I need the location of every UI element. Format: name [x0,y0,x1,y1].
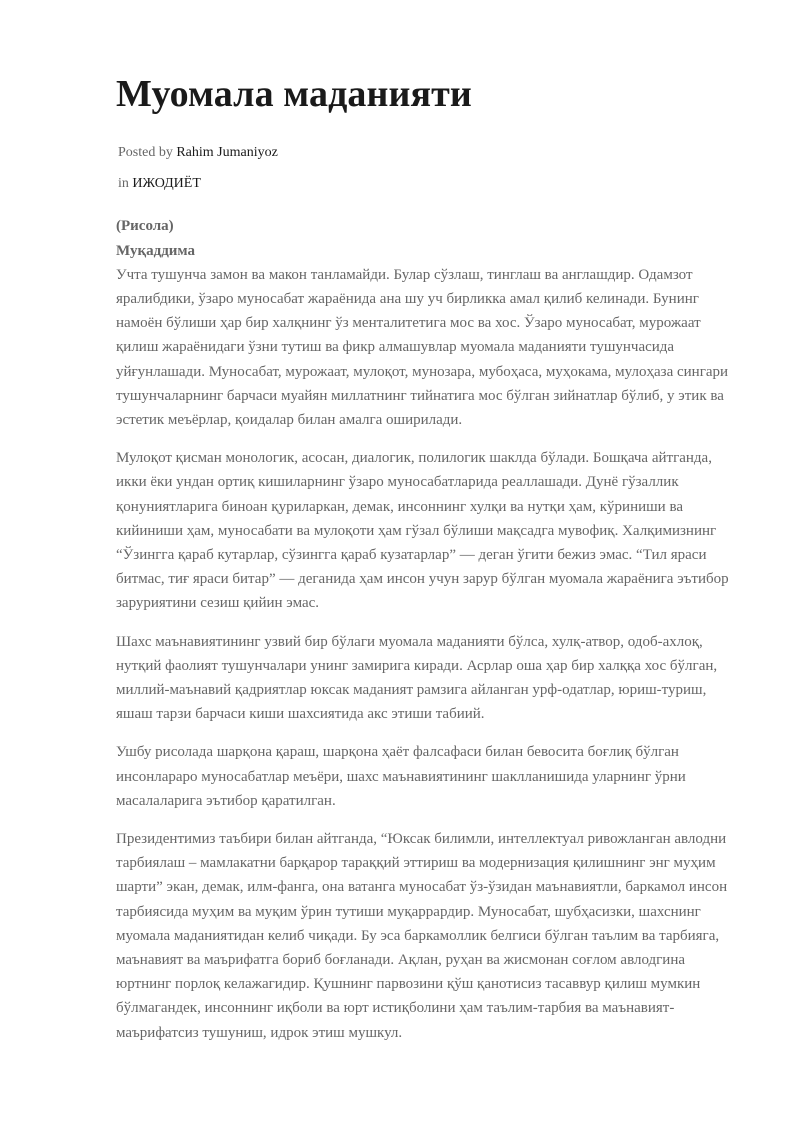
article-body [116,214,741,1045]
paragraph-5: Президентимиз таъбири билан айтганда, “Юксак билимли, интеллектуал ривожланган авлодни тарбиялаш – мамлакатни барқарор тараққий эттириш ва модернизация қилишнинг энг муҳим шарти” экан, демак, илм-фанга, она ватанга муносабат ўз-ўзидан маънавиятли, баркамол инсон тарбиясида муҳим ва муқим ўрин тутиши муқаррардир. Муносабат, шубҳасизки, шахснинг муомала маданиятидан келиб чиқади. Бу эса баркамоллик белгиси бўлган таълим ва тарбияга, маънавият ва маърифатга бориб боғланади. Ақлан, руҳан ва жисмонан соғлом авлодгина юртнинг порлоқ келажагидир. Қушнинг парвозини қўш қанотисиз тасаввур қилиш мумкин бўлмагандек, инсоннинг иқболи ва юрт истиқболини ҳам таълим-тарбия ва маънавият-маърифатсиз тушуниш, идрок этиш мушкул. [116,831,728,1041]
category-line [116,175,741,194]
paragraph-1: Учта тушунча замон ва макон танламайди. Булар сўзлаш, тинглаш ва англашдир. Одамзот яралибдики, ўзаро муносабат жараёнида ана шу уч бирликка амал қилиб келинади. Бунинг намоён бўлиши ҳар бир халқнинг ўз менталитетига мос ва хос. Ўзаро муносабат, мурожаат қилиш жараёнидаги ўзни тутиш ва фикр алмашувлар муомала маданияти тушунчасида уйғунлашади. Муносабат, мурожаат, мулоқот, мунозара, мубоҳаса, муҳокама, мулоҳаза сингари тушунчаларнинг барчаси муайян миллатнинг тийнатига мос бўлган зийнатлар бўлиб, у этик ва эстетик меъёрлар, қоидалар билан амалга оширилади. [116,266,729,428]
article-subtitle: (Рисола) [116,218,174,235]
author-byline [116,144,741,163]
article [116,72,741,1059]
paragraph-4: Ушбу рисолада шарқона қараш, шарқона ҳаёт фалсафаси билан бевосита боғлиқ бўлган инсонлараро муносабатлар меъёри, шахс маънавиятининг шаклланишида уларнинг ўрни масалаларига эътибор қаратилган. [116,744,686,809]
in-label: in [118,176,129,192]
section-heading: Муқаддима [116,242,196,259]
author-link[interactable]: Rahim Jumaniyoz [176,144,278,160]
paragraph-2: Мулоқот қисман монологик, асосан, диалогик, полилогик шаклда бўлади. Бошқача айтганда, икки ёки ундан ортиқ кишиларнинг ўзаро муносабатларида реаллашади. Дунё гўзаллик қонуниятларига биноан қуриларкан, демак, инсоннинг хулқи ва нутқи ҳам, кўриниши ва кийиниши ҳам, муносабати ва мулоқоти ҳам гўзал бўлиши мақсадга мувофиқ. Халқимизнинг “Ўзингга қараб кутарлар, сўзингга қараб кузатарлар” — деган ўгити бежиз эмас. “Тил яраси битмас, тиғ яраси битар” — деганида ҳам инсон учун зарур бўлган муомала жараёнига эътибор заруриятини сезиш қийин эмас. [116,450,729,612]
paragraph-3: Шахс маънавиятининг узвий бир бўлаги муомала маданияти бўлса, хулқ-атвор, одоб-ахлоқ, нутқий фаолият тушунчалари унинг замирига киради. Асрлар оша ҳар бир халққа хос бўлган, миллий-маънавий қадриятлар юксак маданият рамзига айланган урф-одатлар, юриш-туриш, яшаш тарзи барчаси киши шахсиятида акс этиши табиий. [116,633,718,723]
category-link[interactable]: ИЖОДИЁТ [132,176,201,192]
article-meta [116,144,741,195]
posted-by-label: Posted by [118,144,173,160]
article-title: Муомала маданияти [116,73,472,115]
